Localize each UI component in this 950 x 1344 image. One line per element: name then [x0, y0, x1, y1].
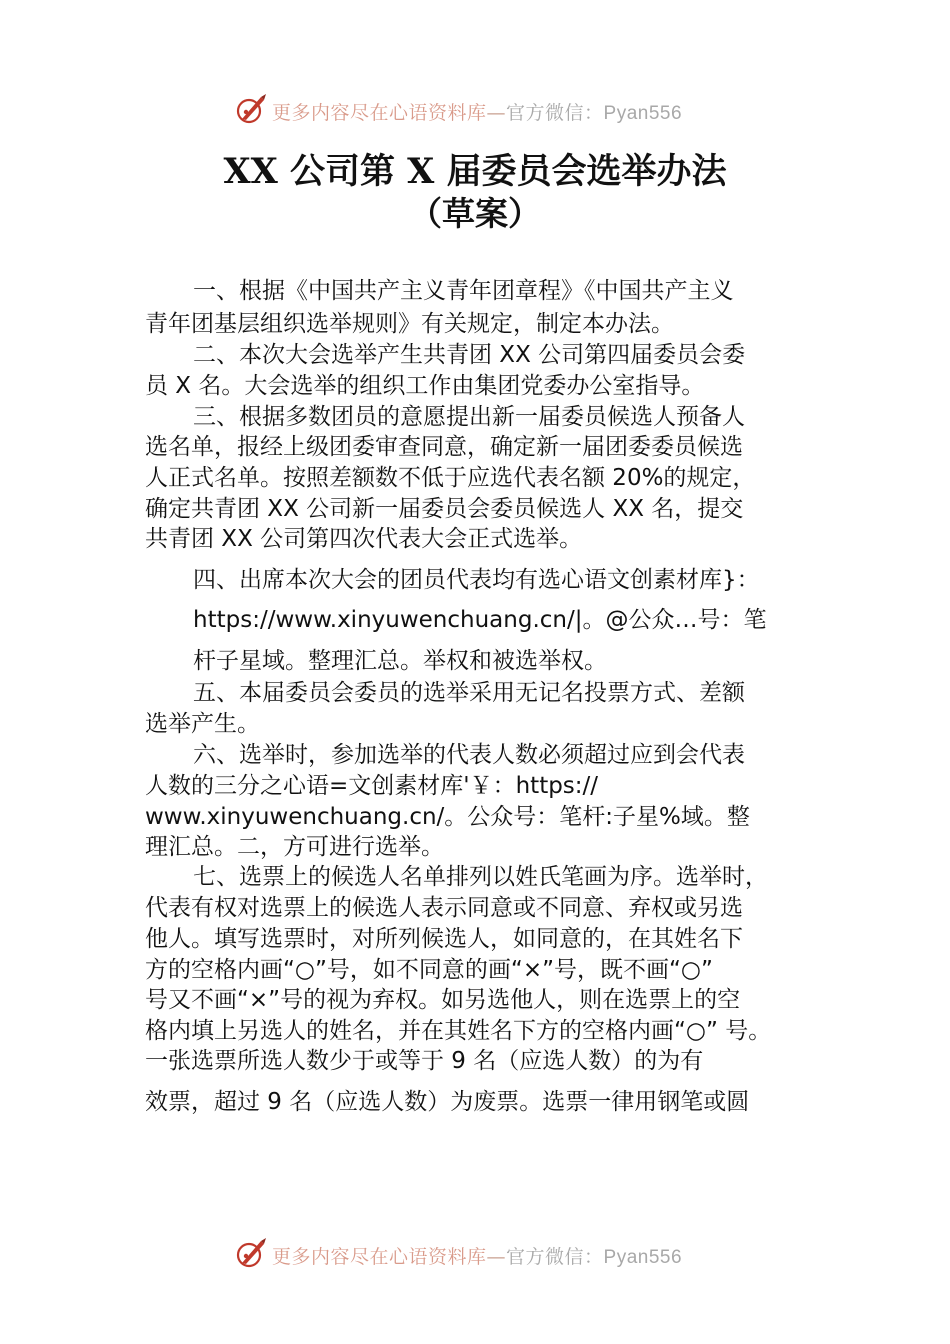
body-line: 人数的三分之心语=文创素材库'￥：https:// — [145, 773, 599, 799]
body-line: 他人。填写选票时，对所列候选人，如同意的，在其姓名下 — [145, 926, 743, 952]
body-line: 格内填上另选人的姓名，并在其姓名下方的空格内画“○” 号。 — [145, 1018, 772, 1044]
watermark-text — [272, 1242, 682, 1269]
body-line: 选举产生。 — [145, 711, 260, 737]
body-line: 三、根据多数团员的意愿提出新一届委员候选人预备人 — [193, 404, 745, 430]
body-line: www.xinyuwenchuang.cn/。公众号：笔杆:子星%域。整 — [145, 804, 750, 830]
quill-pen-logo-icon — [234, 92, 268, 126]
body-line: 方的空格内画“○”号，如不同意的画“×”号，既不画“○” — [145, 957, 713, 983]
body-line: 确定共青团 XX 公司新一届委员会委员候选人 XX 名，提交 — [145, 496, 744, 522]
watermark-banner-top — [0, 90, 950, 130]
watermark-wechat-label: 官方微信： — [506, 1246, 604, 1268]
body-line: 六、选举时，参加选举的代表人数必须超过应到会代表 — [193, 742, 745, 768]
body-line: 选名单，报经上级团委审查同意，确定新一届团委委员候选 — [145, 434, 743, 460]
body-line: 五、本届委员会委员的选举采用无记名投票方式、差额 — [193, 680, 745, 706]
body-line: 人正式名单。按照差额数不低于应选代表名额 20%的规定， — [145, 465, 756, 491]
watermark-dash: — — [486, 1246, 507, 1268]
body-line: 一、根据《中国共产主义青年团章程》《中国共产主义 — [193, 278, 734, 304]
body-line: https://www.xinyuwenchuang.cn/|。@公众…号：笔 — [193, 607, 767, 633]
body-line: 号又不画“×”号的视为弃权。如另选他人，则在选票上的空 — [145, 987, 741, 1013]
document-title: XX 公司第 X 届委员会选举办法 — [223, 151, 727, 192]
body-line: 代表有权对选票上的候选人表示同意或不同意、弃权或另选 — [145, 895, 743, 921]
body-line: 理汇总。二，方可进行选举。 — [145, 834, 444, 860]
watermark-text — [272, 98, 682, 125]
document-subtitle: （草案） — [409, 194, 541, 233]
body-line: 青年团基层组织选举规则》有关规定，制定本办法。 — [145, 311, 674, 337]
body-line: 效票，超过 9 名（应选人数）为废票。选票一律用钢笔或圆 — [145, 1089, 750, 1115]
watermark-main: 更多内容尽在心语资料库 — [272, 1246, 487, 1268]
body-line: 二、本次大会选举产生共青团 XX 公司第四届委员会委 — [193, 342, 746, 368]
watermark-main: 更多内容尽在心语资料库 — [272, 102, 487, 124]
body-line: 杆子星域。整理汇总。举权和被选举权。 — [193, 648, 607, 674]
body-line: 一张选票所选人数少于或等于 9 名（应选人数）的为有 — [145, 1048, 704, 1074]
watermark-wechat-label: 官方微信： — [506, 102, 604, 124]
body-line: 七、选票上的候选人名单排列以姓氏笔画为序。选举时， — [193, 864, 768, 890]
watermark-banner-bottom — [0, 1234, 950, 1274]
body-line: 共青团 XX 公司第四次代表大会正式选举。 — [145, 526, 583, 552]
body-line: 员 X 名。大会选举的组织工作由集团党委办公室指导。 — [145, 373, 705, 399]
body-line: 四、出席本次大会的团员代表均有选心语文创素材库}： — [193, 567, 760, 593]
watermark-wechat-id: Pyan556 — [603, 1247, 683, 1268]
watermark-dash: — — [486, 102, 507, 124]
watermark-wechat-id: Pyan556 — [603, 103, 683, 124]
quill-pen-logo-icon — [234, 1236, 268, 1270]
